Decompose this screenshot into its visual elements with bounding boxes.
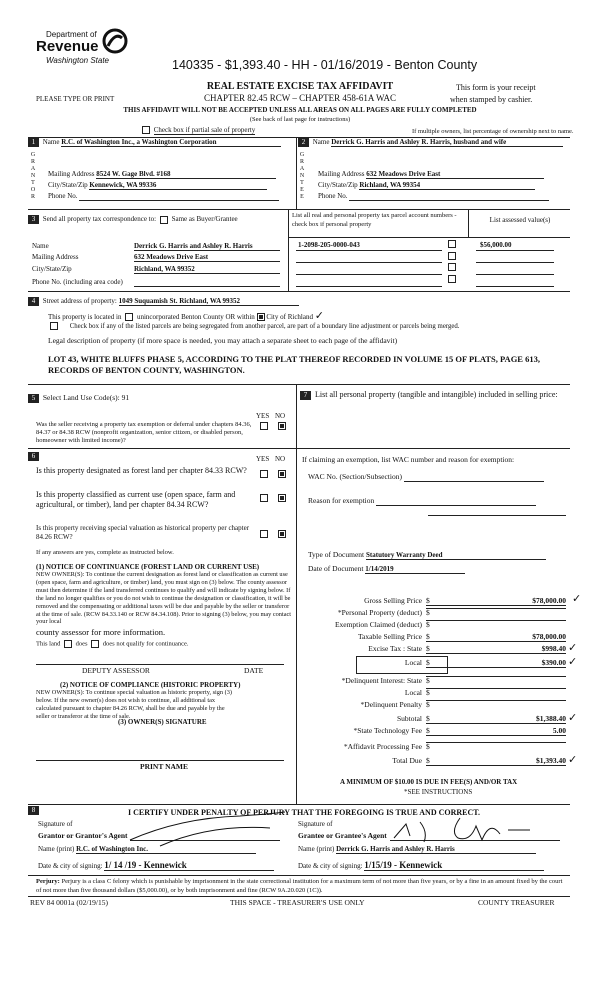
parcel-header: List all real and personal property tax parcel account numbers - check box if personal property [292,212,457,228]
partial-sale-checkbox[interactable] [142,126,150,134]
street-row: 4 Street address of property: 1049 Suquamish St. Richland, WA 99352 [28,297,299,306]
calc-row: Subtotal $ $1,388.40 ✓ [396,711,578,724]
segregation-row: Check box if any of the listed parcels are being segregated from another parcel, are part of a boundary line adjustment or parcels being merged. [48,322,460,330]
forest-q2-yes[interactable] [260,494,268,502]
tax-name-row: Name Derrick G. Harris and Ashley R. Harris [32,242,282,250]
grantee-name-row: Name (print) Derrick G. Harris and Ashley R. Harris [298,845,536,854]
doc-type-row: Type of Document Statutory Warranty Deed [308,550,546,560]
perjury-notice: Perjury: Perjury is a class C felony which is punishable by imprisonment in the state correctional institution for a maximum term of not more than five years, or by a fine in an amount fixed by the court of not more than five thousand dollars ($5,000.00), or by both imprisonment and fine (RCW 9A.20.020 (1C)). [36,878,563,894]
print-name-label: PRINT NAME [140,762,188,771]
seller-section [28,138,281,147]
form-revision: REV 84 0001a (02/19/15) [30,898,108,907]
section-6-badge: 6 [28,452,39,461]
tax-city: Richland, WA 99352 [134,265,280,274]
deputy-date-label: DATE [244,666,264,675]
grantor-agent-label: Grantor or Grantor's Agent [38,831,128,840]
logo-emblem [102,28,128,54]
seller-mailing: 8524 W. Gage Blvd. #168 [96,170,276,179]
calc-row: *Delinquent Interest: State $ [300,676,590,688]
form-title: REAL ESTATE EXCISE TAX AFFIDAVIT [206,81,394,92]
calc-row: *Personal Property (deduct) $ [300,608,590,620]
multiple-owners-note: If multiple owners, list percentage of ownership next to name. [412,128,574,135]
deputy-assessor-label: DEPUTY ASSESSOR [82,666,150,675]
calc-row: Taxable Selling Price $ $78,000.00 [357,632,566,641]
buyer-side-label: G R A N T E E [299,152,305,200]
wac-row: WAC No. (Section/Subsection) [308,472,544,482]
doc-date-row: Date of Document 1/14/2019 [308,564,465,574]
grantee-date-row: Date & city of signing: 1/15/19 - Kennewick [298,860,544,871]
buyer-section: 2 Name Derrick G. Harris and Ashley R. Harris, husband and wife [298,138,563,147]
land-does-not-checkbox[interactable] [91,640,99,648]
city-of: City of Richland [266,313,313,321]
if-yes-note: If any answers are yes, complete as instructed below. [36,549,174,556]
buyer-mailing: 632 Meadows Drive East [366,170,544,179]
seller-city-row: City/State/Zip Kennewick, WA 99336 [48,181,267,190]
unincorporated-checkbox[interactable] [125,313,133,321]
seller-name: R.C. of Washington Inc., a Washington Corporation [61,138,281,147]
grantor-name-row: Name (print) R.C. of Washington Inc. [38,845,256,854]
seller-name-label: Name [42,138,60,147]
doc-date: 1/14/2019 [365,565,465,574]
calc-row: *Delinquent Penalty $ [300,700,590,712]
seller-phone-row: Phone No. [48,192,279,201]
assessed-value: $56,000.00 [480,241,512,249]
tax-corr-header: 3 Send all property tax correspondence to: Same as Buyer/Grantee [28,215,238,224]
tax-city-row: City/State/Zip Richland, WA 99352 [32,265,282,273]
see-back: (See back of last page for instructions) [249,116,351,123]
notice1-title: (1) NOTICE OF CONTINUANCE (FOREST LAND OR CURRENT USE) [36,563,260,571]
legal-description: LOT 43, WHITE BLUFFS PHASE 5, ACCORDING TO THE PLAT THEREOF RECORDED IN VOLUME 15 OF PLATS, PAGE 613, RECORDS OF BENTON COUNTY, WASHINGTON. [48,354,540,375]
seller-mailing-row: Mailing Address 8524 W. Gage Blvd. #168 [48,170,276,179]
forest-q1: Is this property designated as forest land per chapter 84.33 RCW? [36,466,247,475]
section-4-badge: 4 [28,297,39,306]
grantee-signature [390,812,540,846]
located-row: This property is located in unincorporated Benton County OR within City of Richland ✓ [48,309,324,322]
county-treasurer: COUNTY TREASURER [478,898,555,907]
warning-line: THIS AFFIDAVIT WILL NOT BE ACCEPTED UNLESS ALL AREAS ON ALL PAGES ARE FULLY COMPLETED [123,106,477,114]
grantee-sig-label: Signature of [298,820,333,828]
grantor-date-row: Date & city of signing: 1/ 14 /19 - Kennewick [38,860,274,871]
recording-stamp: 140335 - $1,393.40 - HH - 01/16/2019 - Benton County [172,58,478,72]
forest-q2-answers [258,494,286,502]
same-as-buyer-checkbox[interactable] [160,216,168,224]
grantee-agent-label: Grantee or Grantee's Agent [298,831,387,840]
calc-row: *State Technology Fee $ 5.00 [353,726,566,735]
forest-q3-yes[interactable] [260,530,268,538]
grantee-name: Derrick G. Harris and Ashley R. Harris [336,845,536,854]
gross-selling-price: $78,000.00 [426,596,566,606]
calc-row: *Affidavit Processing Fee $ [300,742,590,754]
forest-q3-no[interactable] [278,530,286,538]
total-due: $1,393.40 [426,756,566,766]
owner-signature-label: (3) OWNER(S) SIGNATURE [118,718,207,726]
seller-city: Kennewick, WA 99336 [89,181,267,190]
forest-q2-no[interactable] [278,494,286,502]
parcel-checkbox-3[interactable] [448,263,456,271]
forest-q3: Is this property receiving special valuation as historical property per chapter 84.26 RCW? [36,524,250,541]
excise-tax-local: $390.00 [426,658,566,668]
calc-row: Gross Selling Price $ $78,000.00 ✓ [364,592,582,605]
notice1-body: NEW OWNER(S): To continue the current designation as forest land or classification as current use (open space, farm and agriculture, or timber) land, you must sign on (3) below. The county assessor must then determine if the land transferred continues to qualify and will indicate by signing below. If the land no longer qualifies or you do not wish to continue the designation or classification, it will be removed and the compensating or additional taxes will be due and payable by the seller or transferor at the time of sale. (RCW 84.33.140 or RCW 84.34.108). Prior to signing (3) below, you may contact your local [36,571,292,626]
land-use-code: 91 [121,393,130,402]
forest-header [28,452,41,461]
forest-q2: Is this property classified as current use (open space, farm and agricultural, or timber), land per chapter 84.34 RCW? [36,490,236,509]
logo-name: Revenue [36,38,99,55]
yes-header-1: YES [256,412,270,420]
assessed-header: List assessed value(s) [489,216,551,224]
buyer-phone-row: Phone No. [318,192,549,201]
section-8-badge: 8 [28,806,39,815]
calc-row: Total Due $ $1,393.40 ✓ [392,753,578,766]
section-1-badge: 1 [28,138,39,147]
notice2-title: (2) NOTICE OF COMPLIANCE (HISTORIC PROPERTY) [60,681,241,689]
technology-fee: 5.00 [426,726,566,736]
treasurer-space: THIS SPACE - TREASURER'S USE ONLY [230,898,365,907]
subtotal: $1,388.40 [426,714,566,724]
qualify-row: This land does does not qualify for continuance. [36,640,189,648]
parcel-checkbox-4[interactable] [448,275,456,283]
certify-row [28,806,41,815]
section-2-badge: 2 [298,138,309,147]
forest-q1-yes[interactable] [260,470,268,478]
grantor-date: 1/ 14 /19 - Kennewick [104,860,274,871]
form-chapter: CHAPTER 82.45 RCW – CHAPTER 458-61A WAC [204,93,396,103]
buyer-name: Derrick G. Harris and Ashley R. Harris, husband and wife [331,138,563,147]
assessor-info: county assessor for more information. [36,627,166,637]
exempt-answers [258,422,286,430]
partial-sale-label: Check box if partial sale of property [153,126,256,134]
yes-header-2: YES [256,455,270,463]
minimum-fee-note: A MINIMUM OF $10.00 IS DUE IN FEE(S) AND/OR TAX [340,778,518,786]
section-7-badge: 7 [300,391,311,400]
grantor-name: R.C. of Washington Inc. [76,845,256,854]
tax-phone-row: Phone No. (including area code) [32,278,282,286]
buyer-mailing-row: Mailing Address 632 Meadows Drive East [318,170,544,179]
receipt-note-2: when stamped by cashier. [450,95,533,104]
forest-q1-answers [258,470,286,478]
forest-q3-answers [258,530,286,538]
logo-dept: Department of [46,30,97,39]
taxable-selling-price: $78,000.00 [426,632,566,642]
property-street: 1049 Suquamish St. Richland, WA 99352 [119,297,299,306]
see-instructions: *SEE INSTRUCTIONS [404,788,473,796]
calc-row: Local $ $390.00 ✓ [300,658,590,672]
personal-header: 7 List all personal property (tangible and intangible) included in selling price: [300,390,565,400]
seller-side-label: G R A N T O R [30,152,36,200]
buyer-city-row: City/State/Zip Richland, WA 99354 [318,181,535,190]
logo-state: Washington State [46,56,110,65]
please-print: PLEASE TYPE OR PRINT [36,95,115,103]
buyer-city: Richland, WA 99354 [359,181,535,190]
calc-row: Exemption Claimed (deduct) $ [300,620,590,632]
land-use-row: 5 Select Land Use Code(s): 91 [28,393,129,403]
section-5-badge: 5 [28,394,39,403]
section-3-badge: 3 [28,215,39,224]
check-mark-icon: ✓ [314,309,324,322]
legal-label: Legal description of property (if more space is needed, you may attach a separate sheet to each page of the affidavit) [48,336,398,345]
grantee-date: 1/15/19 - Kennewick [364,860,544,871]
parcel-checkbox-1[interactable] [448,240,456,248]
calc-row: Local $ [300,688,590,700]
land-does-checkbox[interactable] [64,640,72,648]
parcel-checkboxes [446,240,458,286]
no-header-1: NO [275,412,286,420]
grantor-signature [120,810,290,848]
receipt-note-1: This form is your receipt [456,83,536,92]
forest-q1-no[interactable] [278,470,286,478]
certify-statement: I CERTIFY UNDER PENALTY OF PERJURY THAT THE FOREGOING IS TRUE AND CORRECT. [128,808,481,817]
calc-row: Excise Tax : State $ $998.40 ✓ [368,641,578,654]
tax-mailing: 632 Meadows Drive East [134,253,280,262]
parcel-number: 1-2098-205-0000-043 [298,241,360,249]
exempt-question: Was the seller receiving a property tax exemption or deferral under chapters 84.36, 84.37 or 84.38 RCW (nonprofit organization, senior citizen, or disabled person, homeowner with limited income)? [36,421,252,444]
tax-name: Derrick G. Harris and Ashley R. Harris [134,242,280,251]
notice2-body: NEW OWNER(S): To continue special valuation as historic property, sign (3) below. If the new owner(s) does not wish to continue, all additional tax calculated pursuant to chapter 84.26 RCW, shall be due and payable by the seller or transferor at the time of sale. [36,689,233,720]
reason-row: Reason for exemption [308,496,536,506]
exemption-label: If claiming an exemption, list WAC number and reason for exemption: [302,455,515,464]
dor-logo [36,26,136,66]
partial-sale-row [140,126,255,134]
tax-mailing-row: Mailing Address 632 Meadows Drive East [32,253,282,261]
no-header-2: NO [275,455,286,463]
exempt-no-checkbox[interactable] [278,422,286,430]
city-checkbox[interactable] [257,313,265,321]
exempt-yes-checkbox[interactable] [260,422,268,430]
excise-tax-state: $998.40 [426,644,566,654]
segregation-checkbox[interactable] [50,322,58,330]
parcel-checkbox-2[interactable] [448,252,456,260]
doc-type: Statutory Warranty Deed [366,551,546,560]
grantor-sig-label: Signature of [38,820,73,828]
